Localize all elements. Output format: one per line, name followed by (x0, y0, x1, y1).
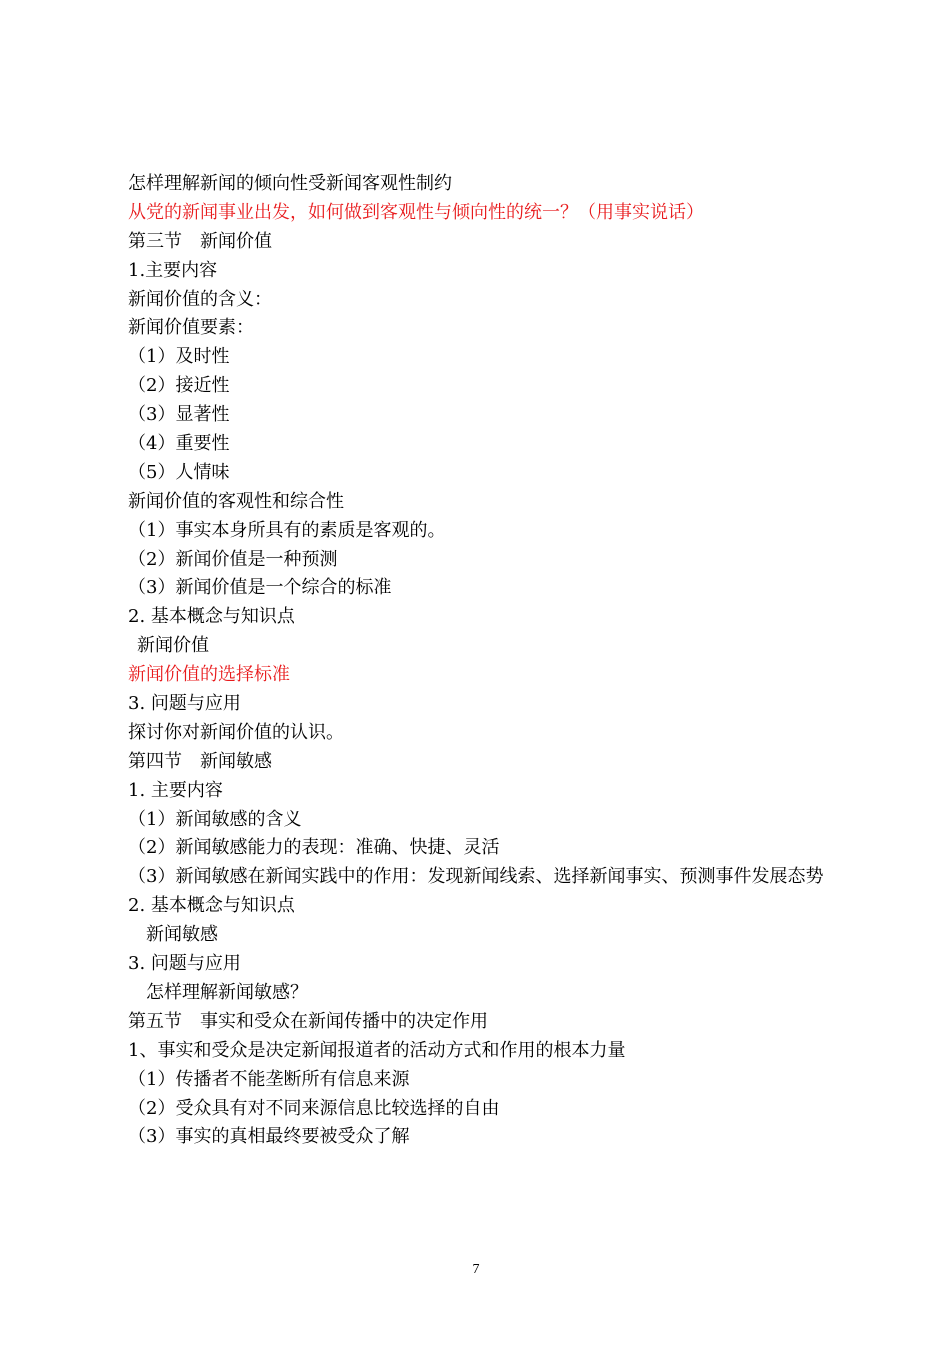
section-heading-news-sensitivity: 第四节 新闻敏感 (128, 750, 272, 772)
section-heading-facts-audience: 第五节 事实和受众在新闻传播中的决定作用 (128, 1010, 488, 1032)
subheading-questions-application-2: 3. 问题与应用 (128, 953, 241, 975)
concept-news-value: 新闻价值 (137, 635, 209, 657)
list-item-sensitivity-meaning: （1）新闻敏感的含义 (128, 808, 302, 830)
list-item-prominence: （3）显著性 (128, 404, 230, 426)
section-heading-news-value: 第三节 新闻价值 (128, 230, 272, 252)
subheading-basic-concepts: 2. 基本概念与知识点 (128, 606, 295, 628)
text-line-understand-sensitivity: 怎样理解新闻敏感？ (146, 981, 308, 1003)
page-content (128, 170, 848, 1152)
text-line-objectivity-comprehensiveness: 新闻价值的客观性和综合性 (128, 490, 344, 512)
subheading-main-content-2: 1. 主要内容 (128, 779, 223, 801)
list-item-prediction: （2）新闻价值是一种预测 (128, 548, 338, 570)
list-item-no-monopoly: （1）传播者不能垄断所有信息来源 (128, 1068, 410, 1090)
list-item-importance: （4）重要性 (128, 433, 230, 455)
list-item-audience-freedom: （2）受众具有对不同来源信息比较选择的自由 (128, 1097, 500, 1119)
text-line-value-elements: 新闻价值要素： (128, 317, 254, 339)
text-line-value-meaning: 新闻价值的含义： (128, 288, 272, 310)
list-item-sensitivity-role: （3）新闻敏感在新闻实践中的作用：发现新闻线索、选择新闻事实、预测事件发展态势 (128, 866, 824, 888)
list-item-human-interest: （5）人情味 (128, 461, 230, 483)
text-line-decisive-force: 1、事实和受众是决定新闻报道者的活动方式和作用的根本力量 (128, 1039, 626, 1061)
list-item-timeliness: （1）及时性 (128, 346, 230, 368)
subheading-questions-application: 3. 问题与应用 (128, 693, 241, 715)
highlighted-selection-standard: 新闻价值的选择标准 (128, 664, 290, 686)
list-item-comprehensive-standard: （3）新闻价值是一个综合的标准 (128, 577, 392, 599)
subheading-main-content: 1.主要内容 (128, 259, 218, 281)
page-number: 7 (472, 1262, 480, 1277)
list-item-sensitivity-manifestation: （2）新闻敏感能力的表现：准确、快捷、灵活 (128, 837, 500, 859)
highlighted-question-unity: 从党的新闻事业出发，如何做到客观性与倾向性的统一？（用事实说话） (128, 201, 704, 223)
subheading-basic-concepts-2: 2. 基本概念与知识点 (128, 895, 295, 917)
list-item-proximity: （2）接近性 (128, 375, 230, 397)
list-item-objective-qualities: （1）事实本身所具有的素质是客观的。 (128, 519, 446, 541)
concept-news-sensitivity: 新闻敏感 (146, 924, 218, 946)
list-item-truth-known: （3）事实的真相最终要被受众了解 (128, 1126, 410, 1148)
text-line-tendency-constraint: 怎样理解新闻的倾向性受新闻客观性制约 (128, 173, 452, 194)
text-line-discuss-news-value: 探讨你对新闻价值的认识。 (128, 721, 344, 743)
